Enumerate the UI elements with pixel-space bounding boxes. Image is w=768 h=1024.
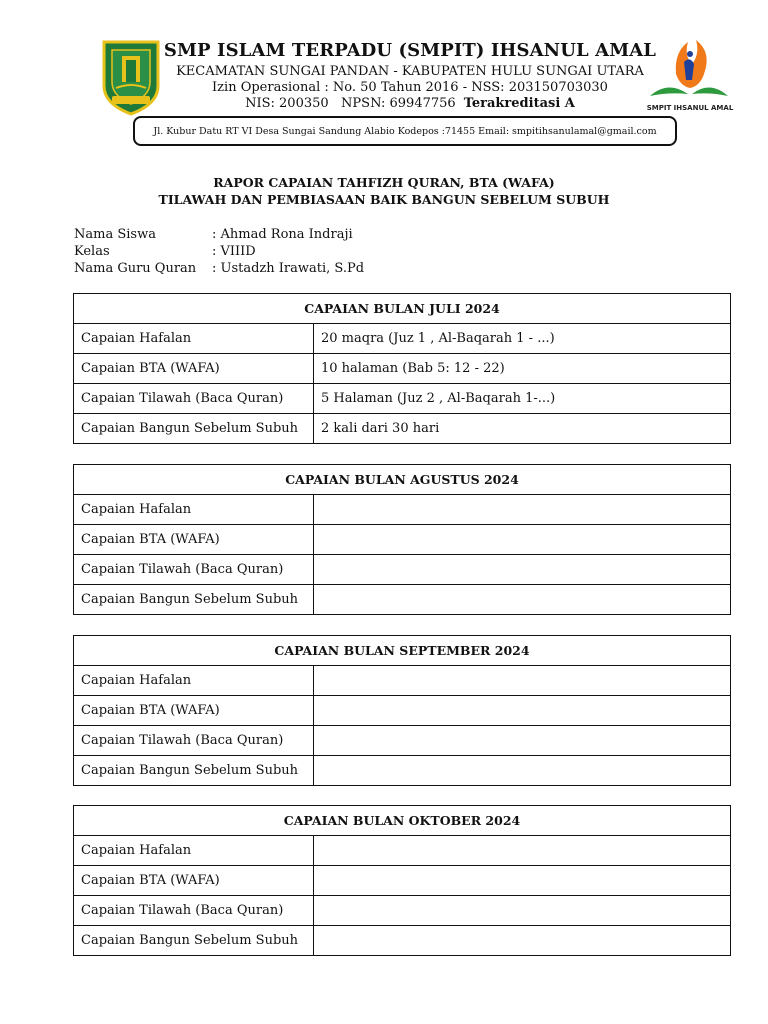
row-label: Capaian Hafalan [74, 324, 314, 354]
accreditation: Terakreditasi A [463, 96, 575, 111]
table-row [74, 525, 731, 555]
table-row [74, 896, 731, 926]
row-value: 2 kali dari 30 hari [314, 414, 731, 444]
school-ids: NIS: 200350 NPSN: 69947756 [245, 96, 456, 111]
permit-line: Izin Operasional : No. 50 Tahun 2016 - NSS: 203150703030 [212, 80, 608, 95]
regency-emblem-logo [98, 38, 164, 116]
table-row [74, 926, 731, 956]
row-value [314, 726, 731, 756]
row-label: Capaian BTA (WAFA) [74, 354, 314, 384]
report-subtitle: TILAWAH DAN PEMBIASAAN BAIK BANGUN SEBELUM SUBUH [158, 192, 610, 207]
month-table-september [73, 635, 731, 786]
table-row [74, 354, 731, 384]
row-label: Capaian Tilawah (Baca Quran) [74, 726, 314, 756]
row-label: Capaian BTA (WAFA) [74, 866, 314, 896]
row-value [314, 866, 731, 896]
school-logo-caption: SMPIT IHSANUL AMAL [646, 104, 734, 112]
table-row [74, 756, 731, 786]
table-row [74, 726, 731, 756]
month-header: CAPAIAN BULAN OKTOBER 2024 [74, 806, 731, 836]
address-box [133, 116, 677, 146]
student-info [74, 226, 364, 277]
student-name-label: Nama Siswa [74, 227, 156, 242]
row-label: Capaian Tilawah (Baca Quran) [74, 384, 314, 414]
row-label: Capaian Bangun Sebelum Subuh [74, 926, 314, 956]
table-row [74, 414, 731, 444]
month-table-august [73, 464, 731, 615]
class-value: : VIIID [212, 244, 256, 259]
teacher-row [74, 260, 364, 277]
class-row [74, 243, 364, 260]
row-value [314, 756, 731, 786]
row-value: 20 maqra (Juz 1 , Al-Baqarah 1 - ...) [314, 324, 731, 354]
row-value: 5 Halaman (Juz 2 , Al-Baqarah 1-...) [314, 384, 731, 414]
row-label: Capaian Hafalan [74, 836, 314, 866]
row-value [314, 555, 731, 585]
row-value [314, 836, 731, 866]
row-value [314, 585, 731, 615]
table-row [74, 666, 731, 696]
school-address: Jl. Kubur Datu RT VI Desa Sungai Sandung Alabio Kodepos :71455 Email: smpitihsanulamal@gmail.com [153, 125, 657, 137]
table-row [74, 324, 731, 354]
row-label: Capaian Bangun Sebelum Subuh [74, 585, 314, 615]
month-header: CAPAIAN BULAN AGUSTUS 2024 [74, 465, 731, 495]
table-row [74, 866, 731, 896]
table-row [74, 696, 731, 726]
row-value [314, 696, 731, 726]
row-value [314, 495, 731, 525]
teacher-value: : Ustadzh Irawati, S.Pd [212, 261, 365, 276]
row-label: Capaian BTA (WAFA) [74, 696, 314, 726]
table-row [74, 555, 731, 585]
district-line: KECAMATAN SUNGAI PANDAN - KABUPATEN HULU SUNGAI UTARA [176, 64, 644, 79]
row-value [314, 896, 731, 926]
month-table-october [73, 805, 731, 956]
row-label: Capaian Hafalan [74, 495, 314, 525]
school-name: SMP ISLAM TERPADU (SMPIT) IHSANUL AMAL [163, 40, 657, 61]
report-title: RAPOR CAPAIAN TAHFIZH QURAN, BTA (WAFA) [213, 175, 555, 190]
student-name-value: : Ahmad Rona Indraji [212, 227, 353, 242]
letterhead [0, 0, 768, 160]
row-label: Capaian Tilawah (Baca Quran) [74, 555, 314, 585]
row-label: Capaian BTA (WAFA) [74, 525, 314, 555]
month-header: CAPAIAN BULAN SEPTEMBER 2024 [74, 636, 731, 666]
table-row [74, 836, 731, 866]
month-header: CAPAIAN BULAN JULI 2024 [74, 294, 731, 324]
class-label: Kelas [74, 244, 110, 259]
month-table-july [73, 293, 731, 444]
row-value [314, 666, 731, 696]
row-value [314, 525, 731, 555]
ids-line [160, 96, 660, 111]
student-name-row [74, 226, 364, 243]
row-label: Capaian Tilawah (Baca Quran) [74, 896, 314, 926]
teacher-label: Nama Guru Quran [74, 261, 197, 276]
row-label: Capaian Bangun Sebelum Subuh [74, 414, 314, 444]
table-row [74, 384, 731, 414]
row-value [314, 926, 731, 956]
row-value: 10 halaman (Bab 5: 12 - 22) [314, 354, 731, 384]
row-label: Capaian Hafalan [74, 666, 314, 696]
school-logo [644, 34, 734, 114]
row-label: Capaian Bangun Sebelum Subuh [74, 756, 314, 786]
table-row [74, 495, 731, 525]
table-row [74, 585, 731, 615]
